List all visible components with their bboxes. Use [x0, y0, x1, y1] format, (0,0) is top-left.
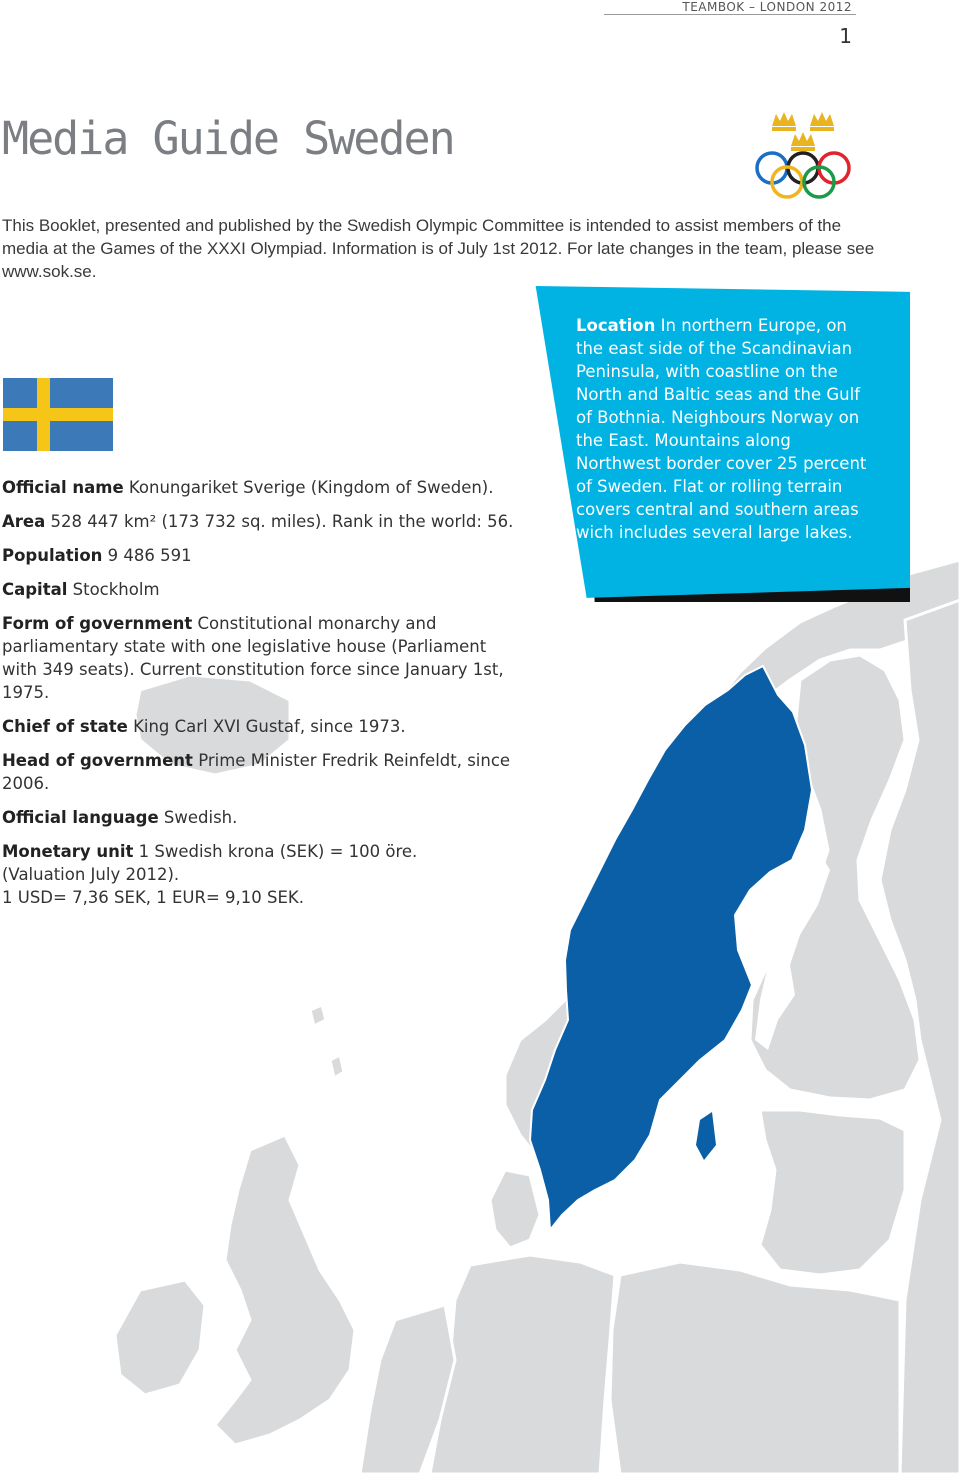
swedish-flag-icon — [3, 378, 113, 451]
map-faroe-islands — [310, 1005, 326, 1026]
fact-capital: Capital Stockholm — [2, 580, 160, 599]
header-label: TEAMBOK – LONDON 2012 — [682, 0, 852, 14]
map-denmark — [490, 1170, 540, 1248]
fact-official-name: Official name Konungariket Sverige (Kingdom of Sweden). — [2, 478, 494, 497]
map-baltics — [760, 1110, 905, 1275]
intro-paragraph: This Booklet, presented and published by the Swedish Olympic Committee is intended to assist members of the media at the Games of the XXXI Olympiad. Information is of July 1st 2012. For late changes in the team, please see www.sok.se. — [2, 216, 875, 281]
fact-monetary-unit: Monetary unit 1 Swedish krona (SEK) = 100 öre. (Valuation July 2012). 1 USD= 7,36 SEK, 1 EUR= 9,10 SEK. — [2, 842, 418, 907]
fact-official-language: Official language Swedish. — [2, 808, 238, 827]
three-crowns-icon — [772, 112, 834, 151]
location-description: Location In northern Europe, on the east side of the Scandinavian Peninsula, with coastline on the North and Baltic seas and the Gulf of Bothnia. Neighbours Norway on the East. Mountains along Northwest border cover 25 percent of Sweden. Flat or rolling terrain covers central and southern areas wich includes several large lakes. — [576, 316, 867, 542]
fact-head-of-government: Head of government Prime Minister Fredrik Reinfeldt, since 2006. — [2, 751, 511, 793]
map-poland — [610, 1262, 900, 1474]
fact-area: Area 528 447 km² (173 732 sq. miles). Rank in the world: 56. — [2, 512, 514, 531]
olympic-logo-icon — [750, 108, 856, 200]
map-gotland — [696, 1112, 716, 1160]
fact-list — [2, 476, 522, 909]
page-title: Media Guide Sweden — [2, 112, 454, 165]
fact-population: Population 9 486 591 — [2, 546, 192, 565]
map-shetland — [330, 1055, 344, 1078]
fact-government: Form of government Constitutional monarchy and parliamentary state with one legislative house (Parliament with 349 seats). Current constitution force since January 1st, 1975. — [2, 614, 504, 702]
page-number: 1 — [839, 24, 852, 48]
map-ireland — [115, 1280, 205, 1395]
map-germany — [430, 1255, 615, 1474]
map-great-britain — [215, 1135, 355, 1445]
fact-chief-of-state: Chief of state King Carl XVI Gustaf, since 1973. — [2, 717, 406, 736]
